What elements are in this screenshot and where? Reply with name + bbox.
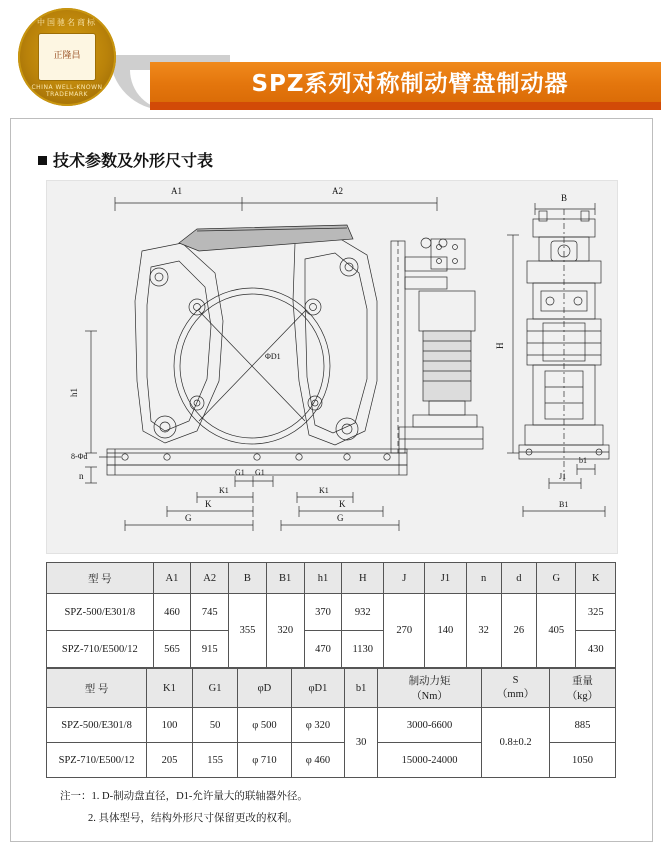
- cell-a1-1: 460: [153, 594, 191, 631]
- svg-text:G: G: [185, 513, 192, 523]
- cell-d-merged: 26: [501, 594, 536, 668]
- svg-text:K1: K1: [219, 486, 229, 495]
- cell-h-2: 1130: [342, 631, 384, 668]
- col-header-weight-line2: （kg）: [566, 691, 599, 702]
- col-header-k: K: [576, 563, 616, 594]
- spec-table-secondary: [46, 668, 616, 778]
- cell-h1-1: 370: [304, 594, 342, 631]
- col-header-torque: [377, 669, 482, 708]
- svg-text:G1: G1: [255, 468, 265, 477]
- cell-n-merged: 32: [466, 594, 501, 668]
- col-header-j1: J1: [425, 563, 466, 594]
- section-heading: [38, 148, 213, 171]
- svg-text:B: B: [561, 193, 568, 203]
- col-header-weight: [549, 669, 615, 708]
- cell-model2-1: SPZ-500/E301/8: [47, 708, 147, 743]
- svg-text:h1: h1: [69, 388, 79, 397]
- cell-j1-merged: 140: [425, 594, 466, 668]
- svg-text:K: K: [339, 499, 346, 509]
- col-header-d1-dia: φD1: [291, 669, 345, 708]
- col-header-h: H: [342, 563, 384, 594]
- cell-k1-2: 205: [147, 743, 193, 778]
- footnote-line-1: 注一：1. D-制动盘直径，D1-允许量大的联轴器外径。: [60, 791, 308, 802]
- col-header-b: B: [229, 563, 267, 594]
- footnote-line-2: 2. 具体型号，结构外形尺寸保留更改的权利。: [88, 813, 298, 824]
- cell-h-1: 932: [342, 594, 384, 631]
- bullet-square-icon: [38, 156, 47, 165]
- footnotes: [60, 786, 620, 830]
- svg-text:ΦD1: ΦD1: [265, 352, 281, 361]
- cell-k-1: 325: [576, 594, 616, 631]
- col-header-model: 型 号: [47, 563, 154, 594]
- cell-k-2: 430: [576, 631, 616, 668]
- cell-s-merged: 0.8±0.2: [482, 708, 550, 778]
- cell-j-merged: 270: [384, 594, 425, 668]
- col-header-a1: A1: [153, 563, 191, 594]
- cell-model2-2: SPZ-710/E500/12: [47, 743, 147, 778]
- page-header: [0, 0, 661, 110]
- col-header-a2: A2: [191, 563, 229, 594]
- svg-text:n: n: [79, 471, 84, 481]
- col-header-torque-line2: （Nm）: [411, 691, 448, 702]
- col-header-n: n: [466, 563, 501, 594]
- col-header-k1: K1: [147, 669, 193, 708]
- svg-text:b1: b1: [579, 456, 587, 465]
- logo-bottom-text: CHINA WELL-KNOWN TRADEMARK: [31, 84, 103, 98]
- svg-text:B1: B1: [559, 500, 569, 509]
- col-header-g: G: [537, 563, 576, 594]
- technical-drawing-svg: [47, 181, 617, 553]
- svg-text:J1: J1: [559, 472, 567, 481]
- cell-g-merged: 405: [537, 594, 576, 668]
- col-header-d: d: [501, 563, 536, 594]
- cell-b-merged: 355: [229, 594, 267, 668]
- cell-h1-2: 470: [304, 631, 342, 668]
- svg-text:A1: A1: [171, 186, 182, 196]
- technical-drawing: [46, 180, 618, 554]
- cell-a2-1: 745: [191, 594, 229, 631]
- cell-g1-1: 50: [192, 708, 238, 743]
- cell-weight-2: 1050: [549, 743, 615, 778]
- svg-text:G1: G1: [235, 468, 245, 477]
- logo-center-text: 正隆昌: [38, 33, 96, 81]
- svg-text:G: G: [337, 513, 344, 523]
- section-heading-label: 技术参数及外形尺寸表: [53, 151, 214, 170]
- cell-g1-2: 155: [192, 743, 238, 778]
- brand-seal-logo: [18, 8, 116, 106]
- svg-text:8-Φd: 8-Φd: [71, 452, 88, 461]
- col-header-j: J: [384, 563, 425, 594]
- cell-a1-2: 565: [153, 631, 191, 668]
- spec-table-primary: [46, 562, 616, 668]
- cell-b1-merged: 320: [266, 594, 304, 668]
- cell-d1dia-2: φ 460: [291, 743, 345, 778]
- col-header-s-line1: S: [512, 675, 519, 686]
- page-title: SPZ系列对称制动臂盘制动器: [251, 71, 569, 97]
- col-header-b1: B1: [266, 563, 304, 594]
- col-header-s-line2: （mm）: [496, 689, 535, 700]
- cell-ddia-2: φ 710: [238, 743, 291, 778]
- col-header-b1-2: b1: [345, 669, 377, 708]
- col-header-d-dia: φD: [238, 669, 291, 708]
- cell-torque-1: 3000-6600: [377, 708, 482, 743]
- table-row: [47, 594, 616, 631]
- svg-text:A2: A2: [332, 186, 343, 196]
- col-header-weight-line1: 重量: [571, 676, 593, 687]
- cell-a2-2: 915: [191, 631, 229, 668]
- cell-torque-2: 15000-24000: [377, 743, 482, 778]
- cell-d1dia-1: φ 320: [291, 708, 345, 743]
- cell-k1-1: 100: [147, 708, 193, 743]
- col-header-torque-line1: 制动力矩: [408, 676, 451, 687]
- svg-text:H: H: [495, 342, 505, 349]
- table-header-row: [47, 669, 616, 708]
- col-header-h1: h1: [304, 563, 342, 594]
- cell-model-2: SPZ-710/E500/12: [47, 631, 154, 668]
- cell-ddia-1: φ 500: [238, 708, 291, 743]
- logo-top-text: 中国驰名商标: [37, 18, 97, 27]
- svg-text:K1: K1: [319, 486, 329, 495]
- col-header-model-2: 型 号: [47, 669, 147, 708]
- col-header-g1: G1: [192, 669, 238, 708]
- table-row: [47, 708, 616, 743]
- svg-text:K: K: [205, 499, 212, 509]
- col-header-s: [482, 669, 550, 708]
- cell-model-1: SPZ-500/E301/8: [47, 594, 154, 631]
- cell-weight-1: 885: [549, 708, 615, 743]
- cell-b1-2-merged: 30: [345, 708, 377, 778]
